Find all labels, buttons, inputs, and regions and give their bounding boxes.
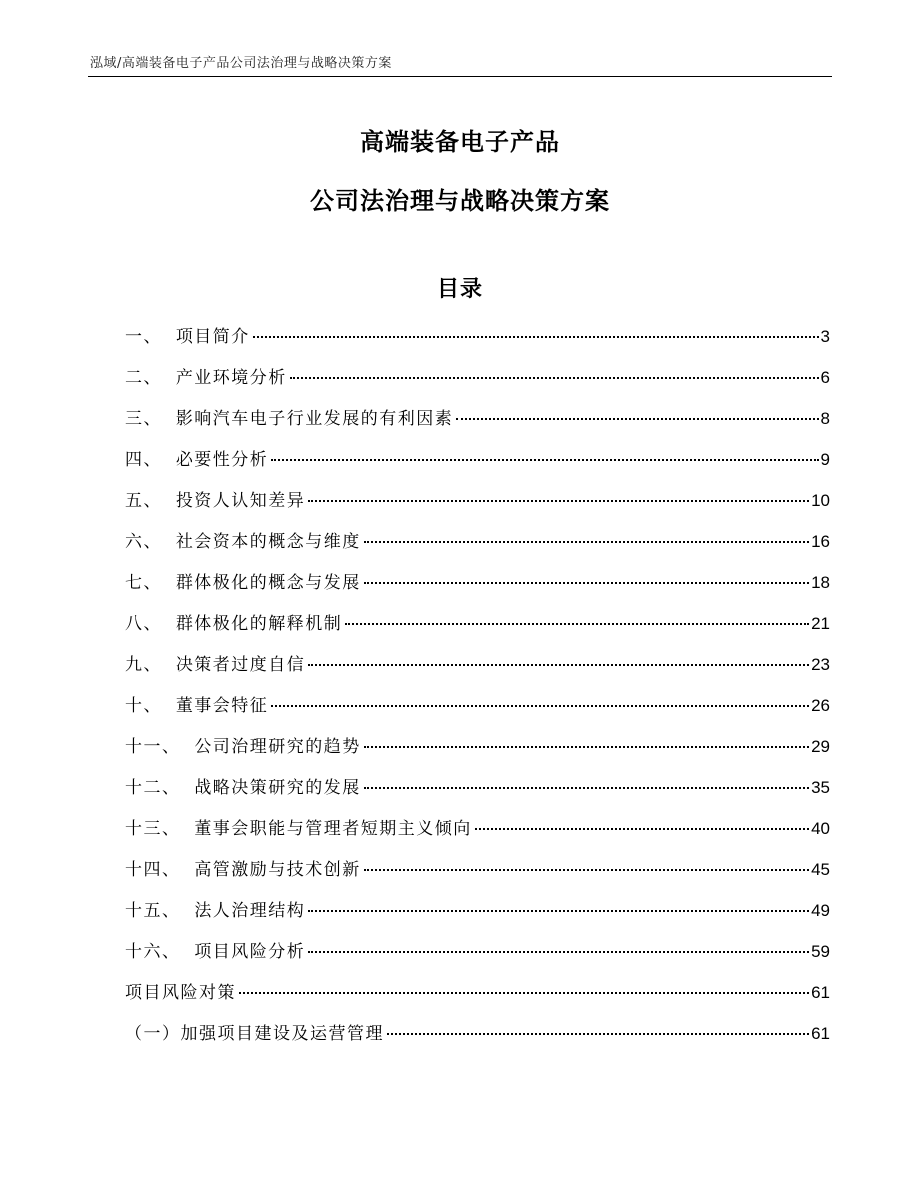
- toc-entry-page-number: 18: [811, 573, 830, 592]
- toc-entry-label: 项目风险对策: [125, 983, 236, 1003]
- document-title-line-1: 高端装备电子产品: [360, 128, 560, 156]
- toc-entry-page-number: 10: [811, 491, 830, 510]
- toc-entry-page-number: 9: [820, 450, 830, 469]
- toc-entry[interactable]: [125, 978, 830, 1019]
- toc-entry-label: 影响汽车电子行业发展的有利因素: [175, 409, 454, 429]
- toc-entry-number: 九、: [125, 655, 176, 675]
- toc-entry[interactable]: [125, 445, 830, 486]
- toc-dot-leader: [308, 500, 809, 502]
- toc-entry-label: 投资人认知差异: [175, 491, 306, 511]
- header-rule: [88, 76, 832, 77]
- toc-dot-leader: [345, 623, 809, 625]
- toc-entry-page-number: 49: [811, 901, 830, 920]
- toc-entry[interactable]: [125, 732, 830, 773]
- toc-dot-leader: [456, 418, 818, 420]
- toc-entry-label: 社会资本的概念与维度: [175, 532, 361, 552]
- toc-entry-label: 法人治理结构: [194, 901, 306, 921]
- toc-entry-number: 二、: [125, 368, 176, 388]
- toc-entry[interactable]: [125, 896, 830, 937]
- toc-entry-number: 一、: [125, 327, 176, 347]
- toc-entry-label: 加强项目建设及运营管理: [180, 1024, 384, 1044]
- toc-dot-leader: [290, 377, 819, 379]
- toc-entry-label: 董事会特征: [175, 696, 269, 716]
- toc-entry-label: 必要性分析: [175, 450, 269, 470]
- toc-dot-leader: [271, 459, 818, 461]
- toc-entry[interactable]: [125, 1019, 830, 1060]
- toc-dot-leader: [364, 582, 809, 584]
- toc-entry-page-number: 61: [811, 1024, 830, 1043]
- toc-entry-number: 四、: [125, 450, 176, 470]
- toc-entry-number: 十一、: [125, 737, 195, 757]
- toc-entry-label: 董事会职能与管理者短期主义倾向: [194, 819, 472, 839]
- toc-dot-leader: [239, 992, 809, 994]
- toc-entry-number: 三、: [125, 409, 176, 429]
- toc-entry[interactable]: [125, 322, 830, 363]
- toc-dot-leader: [308, 951, 809, 953]
- toc-entry-label: 战略决策研究的发展: [194, 778, 361, 798]
- toc-entry-page-number: 8: [820, 409, 830, 428]
- toc-dot-leader: [364, 541, 809, 543]
- toc-entry-page-number: 6: [820, 368, 830, 387]
- toc-dot-leader: [387, 1033, 809, 1035]
- toc-entry-page-number: 3: [820, 327, 830, 346]
- toc-entry[interactable]: [125, 650, 830, 691]
- toc-entry-page-number: 40: [811, 819, 830, 838]
- toc-entry-label: 项目简介: [175, 327, 250, 347]
- toc-entry-page-number: 26: [811, 696, 830, 715]
- toc-entry-label: 公司治理研究的趋势: [194, 737, 361, 757]
- toc-entry-number: 八、: [125, 614, 176, 634]
- toc-entry[interactable]: [125, 773, 830, 814]
- toc-entry-page-number: 45: [811, 860, 830, 879]
- toc-entry-page-number: 61: [811, 983, 830, 1002]
- toc-entry[interactable]: [125, 609, 830, 650]
- toc-entry-page-number: 29: [811, 737, 830, 756]
- toc-entry-number: 六、: [125, 532, 176, 552]
- toc-entry-label: 高管激励与技术创新: [194, 860, 361, 880]
- toc-entry-number: 十二、: [125, 778, 195, 798]
- toc-entry-page-number: 16: [811, 532, 830, 551]
- toc-entry[interactable]: [125, 691, 830, 732]
- toc-entry-number: 五、: [125, 491, 176, 511]
- toc-entry-page-number: 35: [811, 778, 830, 797]
- toc-entry-page-number: 59: [811, 942, 830, 961]
- document-title-line-2: 公司法治理与战略决策方案: [310, 187, 610, 215]
- toc-dot-leader: [253, 336, 819, 338]
- toc-entry-number: 十三、: [125, 819, 195, 839]
- toc-dot-leader: [271, 705, 809, 707]
- toc-dot-leader: [308, 910, 809, 912]
- table-of-contents: [125, 322, 830, 1060]
- toc-entry-number: 十五、: [125, 901, 195, 921]
- toc-entry-label: 群体极化的概念与发展: [175, 573, 361, 593]
- toc-heading: 目录: [436, 277, 483, 302]
- toc-entry-number: 十六、: [125, 942, 195, 962]
- toc-entry-page-number: 23: [811, 655, 830, 674]
- toc-entry[interactable]: [125, 527, 830, 568]
- toc-entry[interactable]: [125, 814, 830, 855]
- toc-entry[interactable]: [125, 404, 830, 445]
- toc-entry[interactable]: [125, 363, 830, 404]
- toc-entry[interactable]: [125, 568, 830, 609]
- toc-dot-leader: [475, 828, 809, 830]
- toc-entry-page-number: 21: [811, 614, 830, 633]
- running-header: 泓域/高端装备电子产品公司法治理与战略决策方案: [90, 56, 392, 71]
- toc-entry-number: 十、: [125, 696, 176, 716]
- toc-entry-label: 群体极化的解释机制: [175, 614, 343, 634]
- toc-entry[interactable]: [125, 855, 830, 896]
- toc-dot-leader: [364, 787, 809, 789]
- toc-entry-label: 产业环境分析: [175, 368, 287, 388]
- toc-dot-leader: [308, 664, 809, 666]
- toc-dot-leader: [364, 869, 809, 871]
- toc-entry-label: 项目风险分析: [194, 942, 306, 962]
- toc-entry[interactable]: [125, 937, 830, 978]
- toc-entry-label: 决策者过度自信: [175, 655, 306, 675]
- toc-entry-number: （一）: [125, 1024, 181, 1044]
- toc-entry-number: 七、: [125, 573, 176, 593]
- toc-entry-number: 十四、: [125, 860, 195, 880]
- toc-entry[interactable]: [125, 486, 830, 527]
- toc-dot-leader: [364, 746, 809, 748]
